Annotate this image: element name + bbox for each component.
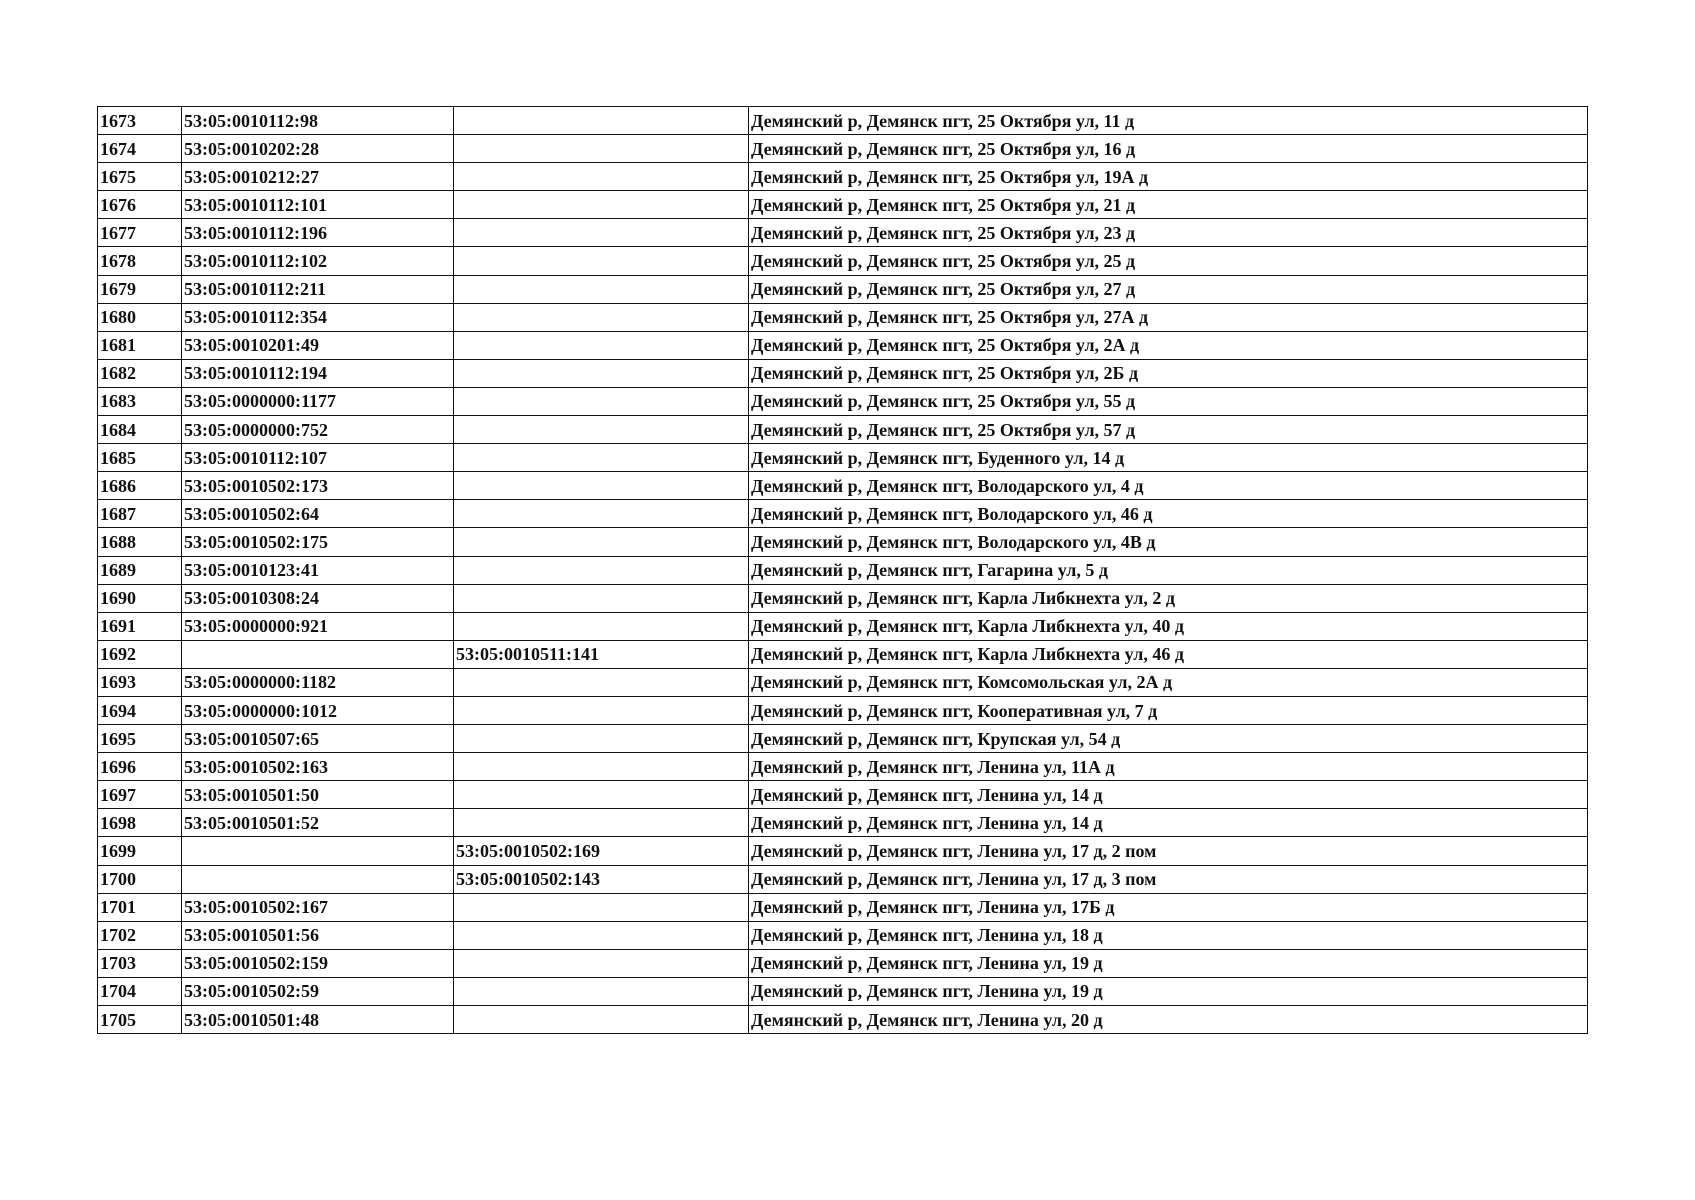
row-number-cell: 1697 [98,781,182,809]
row-number-cell: 1690 [98,584,182,612]
table-row [98,753,1588,781]
document-page [97,106,1587,1034]
cadastral-number-cell: 53:05:0010308:24 [182,584,454,612]
row-number-cell: 1685 [98,444,182,472]
row-number-cell: 1680 [98,303,182,331]
premises-cadastral-number-cell [454,444,749,472]
address-cell: Демянский р, Демянск пгт, Ленина ул, 11А д [749,753,1588,781]
cadastral-number-cell: 53:05:0010112:107 [182,444,454,472]
premises-cadastral-number-cell [454,753,749,781]
cadastral-number-cell: 53:05:0010502:159 [182,949,454,977]
table-row [98,303,1588,331]
row-number-cell: 1702 [98,921,182,949]
row-number-cell: 1705 [98,1006,182,1034]
address-cell: Демянский р, Демянск пгт, Гагарина ул, 5 д [749,556,1588,584]
premises-cadastral-number-cell [454,191,749,219]
premises-cadastral-number-cell [454,809,749,837]
premises-cadastral-number-cell [454,500,749,528]
address-cell: Демянский р, Демянск пгт, 25 Октября ул, 23 д [749,219,1588,247]
table-row [98,696,1588,724]
address-cell: Демянский р, Демянск пгт, Ленина ул, 20 д [749,1006,1588,1034]
table-row [98,893,1588,921]
address-cell: Демянский р, Демянск пгт, 25 Октября ул, 2А д [749,331,1588,359]
cadastral-number-cell: 53:05:0010112:211 [182,275,454,303]
address-cell: Демянский р, Демянск пгт, Володарского ул, 4В д [749,528,1588,556]
cadastral-number-cell: 53:05:0010502:167 [182,893,454,921]
address-cell: Демянский р, Демянск пгт, 25 Октября ул, 55 д [749,387,1588,415]
address-cell: Демянский р, Демянск пгт, Ленина ул, 14 д [749,809,1588,837]
table-row [98,556,1588,584]
premises-cadastral-number-cell [454,303,749,331]
row-number-cell: 1691 [98,612,182,640]
premises-cadastral-number-cell: 53:05:0010502:143 [454,865,749,893]
cadastral-number-cell: 53:05:0010501:52 [182,809,454,837]
table-row [98,528,1588,556]
table-row [98,1006,1588,1034]
registry-table-body [98,107,1588,1034]
cadastral-number-cell: 53:05:0010112:354 [182,303,454,331]
premises-cadastral-number-cell [454,387,749,415]
premises-cadastral-number-cell [454,696,749,724]
cadastral-number-cell: 53:05:0010502:175 [182,528,454,556]
row-number-cell: 1701 [98,893,182,921]
row-number-cell: 1695 [98,725,182,753]
row-number-cell: 1682 [98,359,182,387]
premises-cadastral-number-cell [454,247,749,275]
row-number-cell: 1683 [98,387,182,415]
premises-cadastral-number-cell [454,219,749,247]
table-row [98,921,1588,949]
premises-cadastral-number-cell [454,275,749,303]
premises-cadastral-number-cell: 53:05:0010502:169 [454,837,749,865]
premises-cadastral-number-cell [454,893,749,921]
cadastral-number-cell [182,640,454,668]
address-cell: Демянский р, Демянск пгт, Володарского ул, 4 д [749,472,1588,500]
cadastral-number-cell [182,865,454,893]
address-cell: Демянский р, Демянск пгт, Карла Либкнехта ул, 40 д [749,612,1588,640]
address-cell: Демянский р, Демянск пгт, Ленина ул, 19 д [749,977,1588,1005]
cadastral-number-cell: 53:05:0010501:48 [182,1006,454,1034]
row-number-cell: 1692 [98,640,182,668]
table-row [98,809,1588,837]
premises-cadastral-number-cell [454,584,749,612]
cadastral-number-cell: 53:05:0010112:196 [182,219,454,247]
premises-cadastral-number-cell [454,135,749,163]
address-cell: Демянский р, Демянск пгт, 25 Октября ул, 27 д [749,275,1588,303]
premises-cadastral-number-cell [454,163,749,191]
row-number-cell: 1676 [98,191,182,219]
cadastral-number-cell: 53:05:0010502:59 [182,977,454,1005]
premises-cadastral-number-cell [454,359,749,387]
row-number-cell: 1704 [98,977,182,1005]
row-number-cell: 1696 [98,753,182,781]
address-cell: Демянский р, Демянск пгт, 25 Октября ул, 16 д [749,135,1588,163]
row-number-cell: 1700 [98,865,182,893]
premises-cadastral-number-cell [454,725,749,753]
address-cell: Демянский р, Демянск пгт, 25 Октября ул, 21 д [749,191,1588,219]
table-row [98,781,1588,809]
table-row [98,584,1588,612]
cadastral-number-cell: 53:05:0010502:64 [182,500,454,528]
table-row [98,612,1588,640]
address-cell: Демянский р, Демянск пгт, Карла Либкнехта ул, 46 д [749,640,1588,668]
row-number-cell: 1679 [98,275,182,303]
row-number-cell: 1675 [98,163,182,191]
row-number-cell: 1703 [98,949,182,977]
table-row [98,387,1588,415]
cadastral-number-cell: 53:05:0010501:56 [182,921,454,949]
cadastral-number-cell: 53:05:0010112:102 [182,247,454,275]
address-cell: Демянский р, Демянск пгт, Ленина ул, 17 д, 2 пом [749,837,1588,865]
cadastral-number-cell: 53:05:0000000:921 [182,612,454,640]
cadastral-number-cell: 53:05:0010507:65 [182,725,454,753]
premises-cadastral-number-cell [454,556,749,584]
address-cell: Демянский р, Демянск пгт, Карла Либкнехта ул, 2 д [749,584,1588,612]
premises-cadastral-number-cell [454,416,749,444]
cadastral-number-cell: 53:05:0010212:27 [182,163,454,191]
address-cell: Демянский р, Демянск пгт, 25 Октября ул, 25 д [749,247,1588,275]
table-row [98,191,1588,219]
property-registry-table [97,106,1588,1034]
address-cell: Демянский р, Демянск пгт, 25 Октября ул, 27А д [749,303,1588,331]
address-cell: Демянский р, Демянск пгт, Кооперативная ул, 7 д [749,696,1588,724]
row-number-cell: 1698 [98,809,182,837]
premises-cadastral-number-cell [454,921,749,949]
table-row [98,725,1588,753]
table-row [98,640,1588,668]
premises-cadastral-number-cell [454,781,749,809]
table-row [98,472,1588,500]
cadastral-number-cell: 53:05:0010112:194 [182,359,454,387]
address-cell: Демянский р, Демянск пгт, Комсомольская ул, 2А д [749,668,1588,696]
row-number-cell: 1678 [98,247,182,275]
cadastral-number-cell: 53:05:0010502:173 [182,472,454,500]
row-number-cell: 1693 [98,668,182,696]
cadastral-number-cell: 53:05:0010112:98 [182,107,454,135]
table-row [98,275,1588,303]
table-row [98,163,1588,191]
cadastral-number-cell: 53:05:0010501:50 [182,781,454,809]
premises-cadastral-number-cell [454,107,749,135]
premises-cadastral-number-cell [454,668,749,696]
row-number-cell: 1699 [98,837,182,865]
table-row [98,444,1588,472]
address-cell: Демянский р, Демянск пгт, Ленина ул, 14 д [749,781,1588,809]
table-row [98,977,1588,1005]
row-number-cell: 1684 [98,416,182,444]
row-number-cell: 1681 [98,331,182,359]
address-cell: Демянский р, Демянск пгт, 25 Октября ул, 2Б д [749,359,1588,387]
premises-cadastral-number-cell [454,1006,749,1034]
table-row [98,837,1588,865]
table-row [98,107,1588,135]
cadastral-number-cell: 53:05:0010502:163 [182,753,454,781]
premises-cadastral-number-cell [454,528,749,556]
premises-cadastral-number-cell [454,949,749,977]
cadastral-number-cell: 53:05:0010201:49 [182,331,454,359]
row-number-cell: 1689 [98,556,182,584]
table-row [98,865,1588,893]
premises-cadastral-number-cell [454,472,749,500]
address-cell: Демянский р, Демянск пгт, Ленина ул, 17 д, 3 пом [749,865,1588,893]
table-row [98,668,1588,696]
address-cell: Демянский р, Демянск пгт, Ленина ул, 17Б д [749,893,1588,921]
premises-cadastral-number-cell [454,331,749,359]
premises-cadastral-number-cell [454,612,749,640]
address-cell: Демянский р, Демянск пгт, Володарского ул, 46 д [749,500,1588,528]
row-number-cell: 1688 [98,528,182,556]
cadastral-number-cell: 53:05:0000000:1012 [182,696,454,724]
row-number-cell: 1677 [98,219,182,247]
address-cell: Демянский р, Демянск пгт, Крупская ул, 54 д [749,725,1588,753]
table-row [98,247,1588,275]
address-cell: Демянский р, Демянск пгт, Ленина ул, 19 д [749,949,1588,977]
cadastral-number-cell: 53:05:0000000:1182 [182,668,454,696]
table-row [98,416,1588,444]
table-row [98,331,1588,359]
table-row [98,135,1588,163]
premises-cadastral-number-cell: 53:05:0010511:141 [454,640,749,668]
row-number-cell: 1694 [98,696,182,724]
row-number-cell: 1686 [98,472,182,500]
table-row [98,219,1588,247]
address-cell: Демянский р, Демянск пгт, 25 Октября ул, 57 д [749,416,1588,444]
address-cell: Демянский р, Демянск пгт, 25 Октября ул, 11 д [749,107,1588,135]
cadastral-number-cell [182,837,454,865]
address-cell: Демянский р, Демянск пгт, Буденного ул, 14 д [749,444,1588,472]
address-cell: Демянский р, Демянск пгт, Ленина ул, 18 д [749,921,1588,949]
address-cell: Демянский р, Демянск пгт, 25 Октября ул, 19А д [749,163,1588,191]
table-row [98,500,1588,528]
cadastral-number-cell: 53:05:0010202:28 [182,135,454,163]
cadastral-number-cell: 53:05:0010112:101 [182,191,454,219]
premises-cadastral-number-cell [454,977,749,1005]
cadastral-number-cell: 53:05:0010123:41 [182,556,454,584]
table-row [98,359,1588,387]
row-number-cell: 1674 [98,135,182,163]
cadastral-number-cell: 53:05:0000000:1177 [182,387,454,415]
row-number-cell: 1673 [98,107,182,135]
row-number-cell: 1687 [98,500,182,528]
table-row [98,949,1588,977]
cadastral-number-cell: 53:05:0000000:752 [182,416,454,444]
